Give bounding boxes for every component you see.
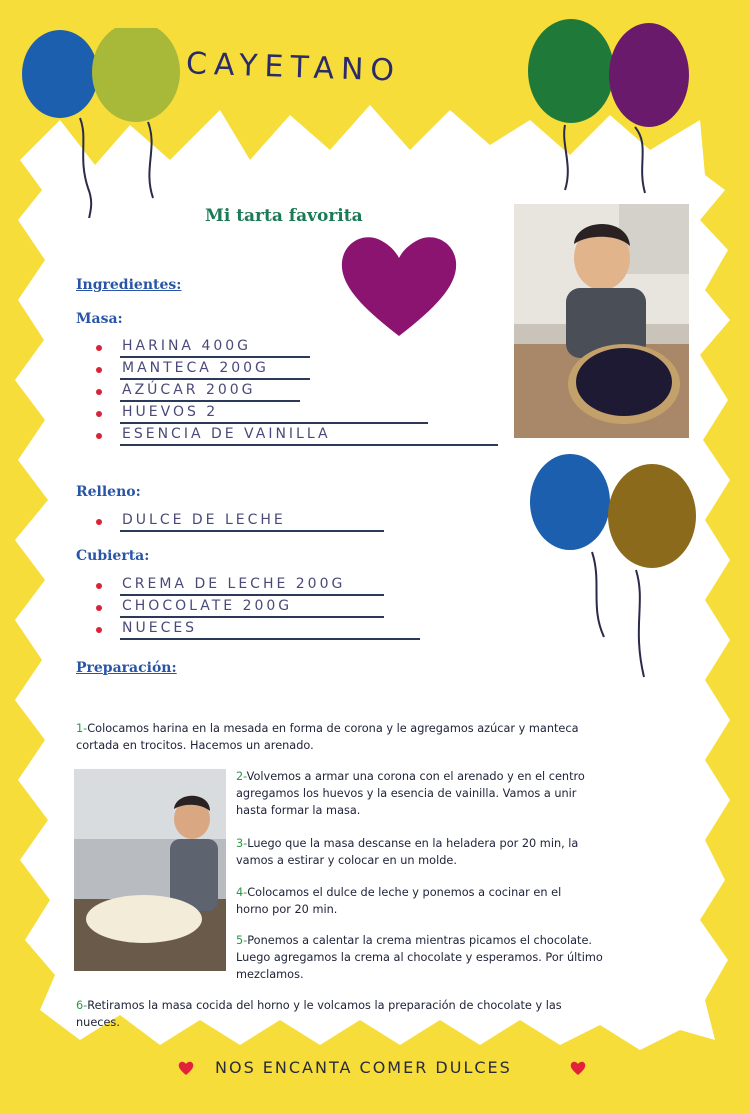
- heart-icon: [178, 1060, 194, 1076]
- recipe-title: Mi tarta favorita: [205, 206, 363, 226]
- step-4: 4-Colocamos el dulce de leche y ponemos a cocinar en el horno por 20 min.: [236, 886, 562, 916]
- balloon-purple-icon: [609, 23, 689, 193]
- bullet-icon: [96, 605, 102, 611]
- preparacion-heading: Preparación:: [76, 660, 177, 676]
- bullet-icon: [96, 583, 102, 589]
- bullet-icon: [96, 411, 102, 417]
- balloon-gold-icon: [608, 464, 696, 677]
- step-2: 2-Volvemos a armar una corona con el arenado y en el centro agregamos los huevos y la esencia de vainilla. Vamos a unir hasta formar la masa.: [236, 770, 585, 817]
- masa-heading: Masa:: [76, 311, 123, 327]
- heart-icon: [570, 1060, 586, 1076]
- balloon-blue-icon: [530, 454, 610, 637]
- relleno-heading: Relleno:: [76, 484, 141, 500]
- bullet-icon: [96, 367, 102, 373]
- bullet-icon: [96, 389, 102, 395]
- step-5: 5-Ponemos a calentar la crema mientras picamos el chocolate. Luego agregamos la crema al chocolate y esperamos. Por último mezclamos.: [236, 934, 603, 981]
- ingredients-heading: Ingredientes:: [76, 277, 182, 293]
- balloons-top-right: [525, 15, 705, 195]
- step-1: 1-Colocamos harina en la mesada en forma de corona y le agregamos azúcar y manteca cortada en trocitos. Hacemos un arenado.: [76, 722, 579, 752]
- balloon-lime-icon: [92, 28, 180, 198]
- balloon-blue-icon: [22, 30, 98, 218]
- balloon-green-icon: [528, 19, 614, 190]
- photo-child-kneading-dough: [74, 769, 226, 971]
- balloons-middle-right: [528, 452, 703, 682]
- step-6: 6-Retiramos la masa cocida del horno y le volcamos la preparación de chocolate y las nueces.: [76, 999, 562, 1029]
- bullet-icon: [96, 627, 102, 633]
- child-name: CAYETANO: [185, 46, 402, 89]
- bullet-icon: [96, 519, 102, 525]
- cubierta-heading: Cubierta:: [76, 548, 150, 564]
- balloons-top-left: [18, 28, 208, 218]
- bullet-icon: [96, 345, 102, 351]
- bullet-icon: [96, 433, 102, 439]
- step-3: 3-Luego que la masa descanse en la heladera por 20 min, la vamos a estirar y colocar en un molde.: [236, 837, 579, 867]
- recipe-sheet: CAYETANO Mi tarta favorita Ingredientes: Masa: HARINA 400G MANTECA 200G AZÚCAR 200G HUEVOS 2 ESENCIA DE VAINILLA Relleno: DULCE DE LECHE Cubierta: CREMA DE LECHE 200G CHOCOLATE 200G NUECES Preparación: 1-Colocamos harina en la mesada en forma de corona y le agregamos azúcar y manteca cortada en trocitos. Hacemos un arenado. 2-Volvemos a armar una corona con el arenado y en el centro agregamos los huevos y la esencia de vainilla. Vamos a unir hasta formar la masa. 3-Luego que la masa descanse en la heladera por 20 min, la vamos a estirar y colocar en un molde. 4-Colocamos el dulce de leche y ponemos a cocinar en el horno por 20 min. 5-Ponemos a calentar la crema mientras picamos el chocolate. Luego agregamos la crema al chocolate y esperamos. Por último mezclamos. 6-Retiramos la masa cocida del horno y le volcamos la preparación de chocolate y las nueces. NOS ENCANTA COMER DULCES: [0, 0, 750, 1114]
- photo-child-with-tart: [514, 204, 689, 438]
- footer-text: NOS ENCANTA COMER DULCES: [215, 1058, 512, 1077]
- heart-icon: [340, 234, 458, 340]
